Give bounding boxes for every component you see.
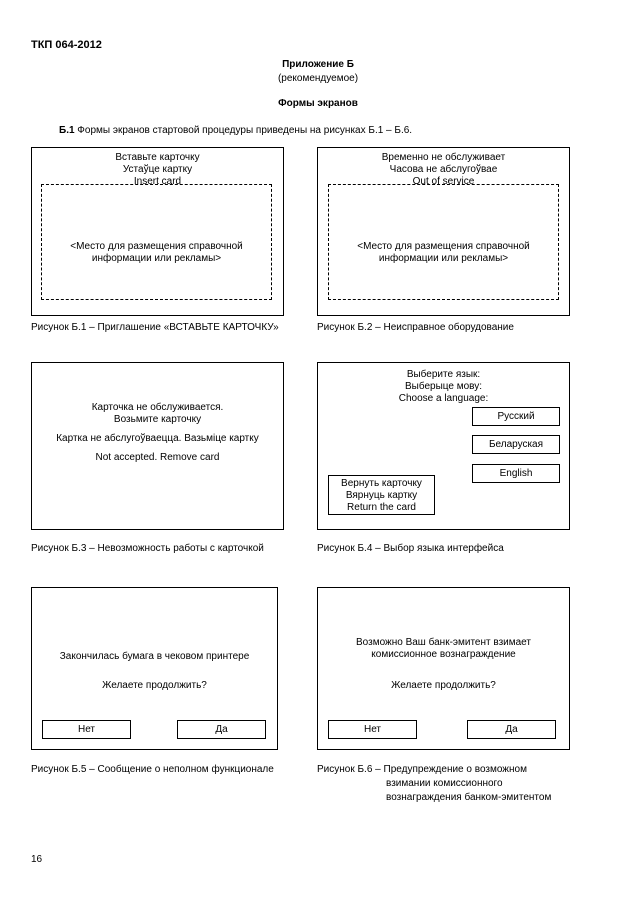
- fig6-yes-button[interactable]: Да: [467, 720, 556, 739]
- fig2-line-by: Часова не абслугоўвае: [389, 164, 498, 175]
- fig3-line1: Карточка не обслуживается.: [91, 402, 224, 413]
- fig6-caption-line1: Предупреждение о возможном: [383, 764, 527, 775]
- fig4-caption: Рисунок Б.4 – Выбор языка интерфейса: [317, 543, 504, 554]
- fig2-line-ru: Временно не обслуживает: [381, 152, 506, 163]
- fig6-message: [317, 637, 570, 661]
- fig3-message-by: Картка не абслугоўваецца. Вазьміце картку: [56, 433, 259, 444]
- intro-text: Формы экранов стартовой процедуры приведены на рисунках Б.1 – Б.6.: [74, 125, 413, 136]
- fig4-english-button[interactable]: English: [472, 464, 560, 483]
- fig5-no-button[interactable]: Нет: [42, 720, 131, 739]
- fig1-line-by: Устаўце картку: [122, 164, 193, 175]
- fig1-placeholder-line2: информации или рекламы>: [91, 253, 222, 264]
- appendix-title: Приложение Б: [282, 59, 354, 70]
- fig1-placeholder-line1: <Место для размещения справочной: [70, 241, 243, 252]
- appendix-note: (рекомендуемое): [277, 73, 359, 84]
- fig4-belarusian-button[interactable]: Беларуская: [472, 435, 560, 454]
- fig3-message-en: Not accepted. Remove card: [95, 452, 220, 463]
- page-number: 16: [31, 854, 43, 865]
- fig2-placeholder-line1: <Место для размещения справочной: [357, 241, 530, 252]
- fig3-line2: Возьмите карточку: [113, 414, 202, 425]
- fig4-line-en: Choose a language:: [398, 393, 489, 404]
- intro-paragraph: [59, 125, 412, 137]
- fig6-question: Желаете продолжить?: [391, 680, 496, 691]
- fig3-caption: Рисунок Б.3 – Невозможность работы с карточкой: [31, 543, 264, 554]
- fig6-no-button[interactable]: Нет: [328, 720, 417, 739]
- fig6-message-line2: комиссионное вознаграждение: [371, 649, 516, 660]
- section-title: Формы экранов: [278, 98, 358, 109]
- fig2-line-en: Out of service: [412, 176, 475, 187]
- fig2-caption: Рисунок Б.2 – Неисправное оборудование: [317, 322, 514, 333]
- fig4-return-line-by: Вярнуць картку: [345, 490, 418, 501]
- fig4-return-card-button[interactable]: [328, 475, 435, 515]
- fig5-message: Закончилась бумага в чековом принтере: [59, 651, 250, 662]
- fig6-message-line1: Возможно Ваш банк-эмитент взимает: [356, 637, 531, 648]
- fig5-yes-button[interactable]: Да: [177, 720, 266, 739]
- intro-prefix: Б.1: [59, 125, 75, 136]
- fig1-ad-placeholder-text: [41, 241, 272, 265]
- fig1-line-ru: Вставьте карточку: [115, 152, 200, 163]
- fig6-caption-line2: взимании комиссионного: [386, 778, 503, 789]
- doc-id: ТКП 064-2012: [31, 39, 102, 51]
- fig2-placeholder-line2: информации или рекламы>: [378, 253, 509, 264]
- fig4-russian-button[interactable]: Русский: [472, 407, 560, 426]
- fig1-caption: Рисунок Б.1 – Приглашение «ВСТАВЬТЕ КАРТОЧКУ»: [31, 322, 279, 333]
- fig1-line-en: Insert card: [133, 176, 182, 187]
- fig5-caption: Рисунок Б.5 – Сообщение о неполном функционале: [31, 764, 274, 775]
- fig3-message-ru: [31, 402, 284, 426]
- fig6-caption-prefix: Рисунок Б.6 –: [317, 764, 384, 775]
- fig4-return-line-ru: Вернуть карточку: [341, 478, 422, 489]
- fig4-line-by: Выберыце мову:: [404, 381, 483, 392]
- fig2-status: [317, 152, 570, 188]
- fig6-caption-line3: вознаграждения банком-эмитентом: [386, 792, 552, 803]
- fig4-language-prompt: [317, 369, 570, 405]
- fig4-return-line-en: Return the card: [347, 502, 416, 513]
- fig1-prompt: [31, 152, 284, 188]
- fig2-ad-placeholder-text: [328, 241, 559, 265]
- fig3-screen-frame: [31, 362, 284, 530]
- fig5-question: Желаете продолжить?: [102, 680, 207, 691]
- fig4-line-ru: Выберите язык:: [406, 369, 481, 380]
- fig6-caption: [317, 764, 527, 776]
